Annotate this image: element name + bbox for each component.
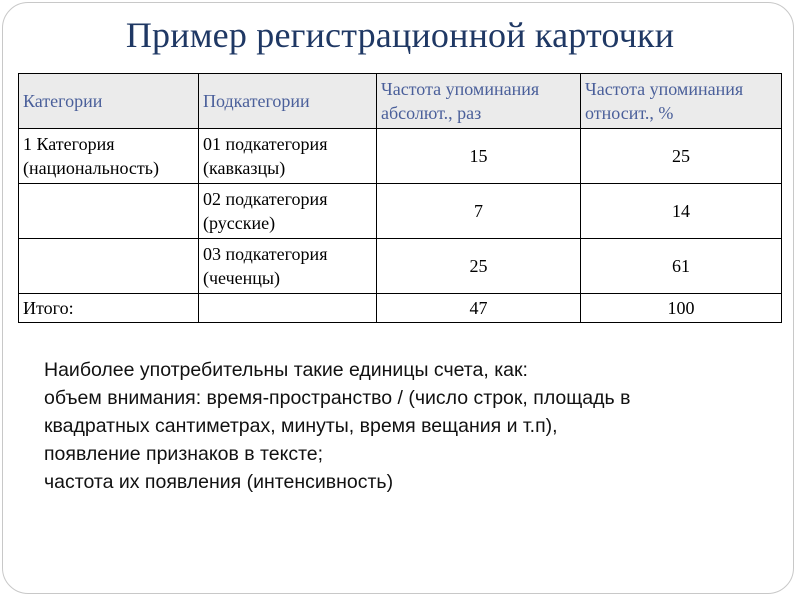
table-header-row <box>19 74 782 129</box>
cell-category <box>19 239 199 294</box>
cell-relative: 25 <box>581 129 782 184</box>
table-total-row <box>19 294 782 323</box>
cell-absolute: 25 <box>377 239 581 294</box>
notes-line: квадратных сантиметрах, минуты, время вещания и т.п), <box>44 415 558 437</box>
cell-subcategory: 03 подкатегория (чеченцы) <box>199 239 377 294</box>
notes-line: появление признаков в тексте; <box>44 443 324 465</box>
table-row <box>19 184 782 239</box>
total-label: Итого: <box>19 294 199 323</box>
header-categories: Категории <box>19 74 199 129</box>
registration-card-table <box>18 73 782 323</box>
cell-subcategory: 01 подкатегория (кавказцы) <box>199 129 377 184</box>
notes-line: Наиболее употребительны такие единицы счета, как: <box>44 359 528 381</box>
header-absolute-frequency: Частота упоминания абсолют., раз <box>377 74 581 129</box>
cell-absolute: 15 <box>377 129 581 184</box>
notes-line: частота их появления (интенсивность) <box>44 471 394 493</box>
cell-category <box>19 184 199 239</box>
table-row <box>19 239 782 294</box>
cell-category: 1 Категория (национальность) <box>19 129 199 184</box>
header-subcategories: Подкатегории <box>199 74 377 129</box>
notes-text <box>44 356 784 496</box>
slide-title: Пример регистрационной карточки <box>125 15 675 55</box>
total-absolute: 47 <box>377 294 581 323</box>
notes-line: объем внимания: время-пространство / (число строк, площадь в <box>44 387 631 409</box>
cell-relative: 14 <box>581 184 782 239</box>
table-row <box>19 129 782 184</box>
header-relative-frequency: Частота упоминания относит., % <box>581 74 782 129</box>
total-empty-cell <box>199 294 377 323</box>
total-relative: 100 <box>581 294 782 323</box>
cell-relative: 61 <box>581 239 782 294</box>
cell-subcategory: 02 подкатегория (русские) <box>199 184 377 239</box>
cell-absolute: 7 <box>377 184 581 239</box>
